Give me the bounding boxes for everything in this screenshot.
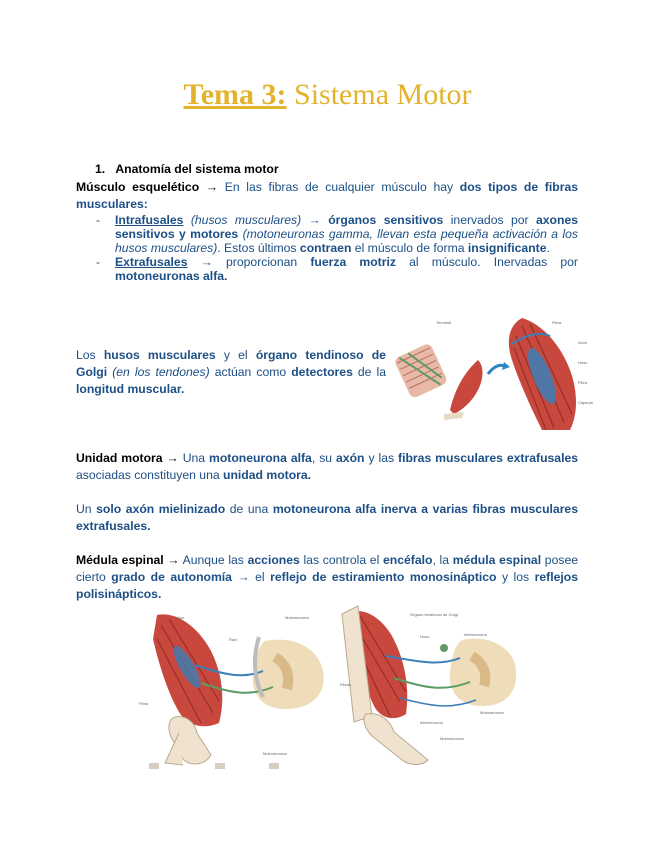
medula-bold-4: grado de autonomía <box>111 570 232 584</box>
list-dash: - <box>96 213 101 227</box>
unidad-paragraph <box>76 450 578 484</box>
svg-text:Fibra: Fibra <box>578 380 588 385</box>
svg-text:Cápsula: Cápsula <box>578 400 593 405</box>
husos-text-1: Los <box>76 348 104 362</box>
intrafusales-italic: (husos musculares) <box>183 213 309 227</box>
list-item-intrafusales <box>76 213 578 255</box>
medula-label: Médula espinal <box>76 553 164 567</box>
husos-paragraph <box>76 347 386 398</box>
svg-text:Fibras: Fibras <box>340 682 352 687</box>
musculo-bold: dos tipos de fibras musculares: <box>76 180 578 211</box>
reflex-arc-illustration-left <box>135 605 330 770</box>
reflex-arc-illustration-right <box>340 606 522 766</box>
medula-arrow-2: → <box>231 570 250 584</box>
husos-text-4: de la <box>352 365 386 379</box>
musculo-paragraph <box>76 179 578 213</box>
svg-text:Interneurona: Interneurona <box>420 720 443 725</box>
medula-text-4: posee cierto <box>76 553 579 584</box>
unidad-text-1: Una <box>178 451 210 465</box>
intrafusales-bold-2: axones sensitivos y motores <box>115 213 579 241</box>
medula-bold-1: acciones <box>247 553 300 567</box>
musculo-block <box>76 179 578 283</box>
svg-text:Fibra: Fibra <box>139 701 149 706</box>
intrafusales-italic-2: (motoneuronas gamma, llevan esta pequeña activación a los husos musculares) <box>115 227 578 255</box>
medula-bold-5: reflejo de estiramiento monosináptico <box>270 570 497 584</box>
extrafusales-arrow: → <box>187 255 213 269</box>
muscle-spindle-figure <box>392 314 593 432</box>
unidad-bold-2: axón <box>336 451 365 465</box>
section-number: 1. <box>95 162 106 176</box>
medula-bold-2: encéfalo <box>383 553 433 567</box>
section-heading <box>95 162 279 176</box>
unidad-bold-3: fibras musculares extrafusales <box>398 451 579 465</box>
husos-text-3: actúan como <box>209 365 292 379</box>
list-dash: - <box>96 255 101 269</box>
husos-bold-2: órgano tendinoso de Golgi <box>76 348 386 379</box>
list-item-extrafusales <box>76 255 578 283</box>
medula-text-1: Aunque las <box>179 553 248 567</box>
axon-bold-1: solo axón mielinizado <box>96 502 226 516</box>
svg-text:Motoneurona: Motoneurona <box>263 751 287 756</box>
svg-text:Terminal: Terminal <box>436 320 452 325</box>
husos-bold-3: detectores <box>291 365 353 379</box>
axon-text-2: de una <box>225 502 273 516</box>
medula-text-6: y los <box>496 570 535 584</box>
axon-paragraph <box>76 501 578 535</box>
unidad-text-2: , su <box>311 451 337 465</box>
musculo-arrow: → <box>205 180 219 194</box>
svg-text:Motoneurona: Motoneurona <box>480 710 504 715</box>
svg-text:Axón: Axón <box>578 340 588 345</box>
unidad-arrow: → <box>162 451 179 465</box>
unidad-bold-4: unidad motora. <box>223 468 312 482</box>
musculo-label: Músculo esquelético <box>76 180 200 194</box>
unidad-bold-1: motoneurona alfa <box>209 451 312 465</box>
section-heading-text: Anatomía del sistema motor <box>115 162 279 176</box>
axon-bold-2: motoneurona alfa inerva a varias fibras musculares extrafusales. <box>76 502 578 533</box>
muscle-spindle-illustration <box>392 314 593 432</box>
svg-text:Raíz: Raíz <box>229 637 238 642</box>
title-prefix: Tema 3: <box>183 78 287 111</box>
reflex-arc-figure-left <box>135 605 330 770</box>
husos-bold-1: husos musculares <box>103 348 216 362</box>
svg-text:Huso: Huso <box>175 615 185 620</box>
intrafusales-text-2: . Estos últimos <box>217 241 300 255</box>
svg-text:Motoneurona: Motoneurona <box>440 736 464 741</box>
medula-arrow: → <box>163 553 180 567</box>
term-intrafusales: Intrafusales <box>115 213 184 227</box>
musculo-text: En las fibras de cualquier músculo hay <box>218 180 460 194</box>
intrafusales-bold-4: insignificante <box>467 241 547 255</box>
svg-text:Interneurona: Interneurona <box>464 632 487 637</box>
reflex-arc-figure-right <box>340 606 522 766</box>
svg-text:Órgano tendinoso de Golgi: Órgano tendinoso de Golgi <box>410 612 458 617</box>
medula-text-5: el <box>249 570 271 584</box>
intrafusales-arrow: → <box>308 213 321 227</box>
extrafusales-bold-2: motoneuronas alfa. <box>115 269 228 283</box>
extrafusales-bold-1: fuerza motriz <box>310 255 396 269</box>
svg-text:Motoneurona: Motoneurona <box>285 615 309 620</box>
husos-text-2: y el <box>215 348 256 362</box>
medula-bold-3: médula espinal <box>452 553 542 567</box>
unidad-text-3: y las <box>364 451 399 465</box>
medula-text-3: , la <box>432 553 453 567</box>
page-title <box>0 78 655 112</box>
intrafusales-bold-3: contraen <box>299 241 352 255</box>
intrafusales-text-1: inervados por <box>443 213 536 227</box>
svg-text:Fibra: Fibra <box>552 320 562 325</box>
svg-text:Huso: Huso <box>578 360 588 365</box>
intrafusales-bold-1: órganos sensitivos <box>320 213 444 227</box>
medula-bold-6: reflejos polisinápticos. <box>76 570 578 601</box>
title-rest: Sistema Motor <box>286 78 472 111</box>
axon-text-1: Un <box>76 502 97 516</box>
medula-text-2: las controla el <box>299 553 383 567</box>
intrafusales-text-3: el músculo de forma <box>351 241 468 255</box>
husos-italic: (en los tendones) <box>107 365 210 379</box>
unidad-text-4: asociadas constituyen una <box>76 468 224 482</box>
unidad-label: Unidad motora <box>76 451 163 465</box>
term-extrafusales: Extrafusales <box>115 255 188 269</box>
svg-text:Huso: Huso <box>420 634 430 639</box>
medula-paragraph <box>76 552 578 603</box>
intrafusales-text-4: . <box>546 241 550 255</box>
husos-bold-4: longitud muscular. <box>76 382 185 396</box>
extrafusales-text-2: al músculo. Inervadas por <box>395 255 578 269</box>
extrafusales-text-1: proporcionan <box>212 255 311 269</box>
